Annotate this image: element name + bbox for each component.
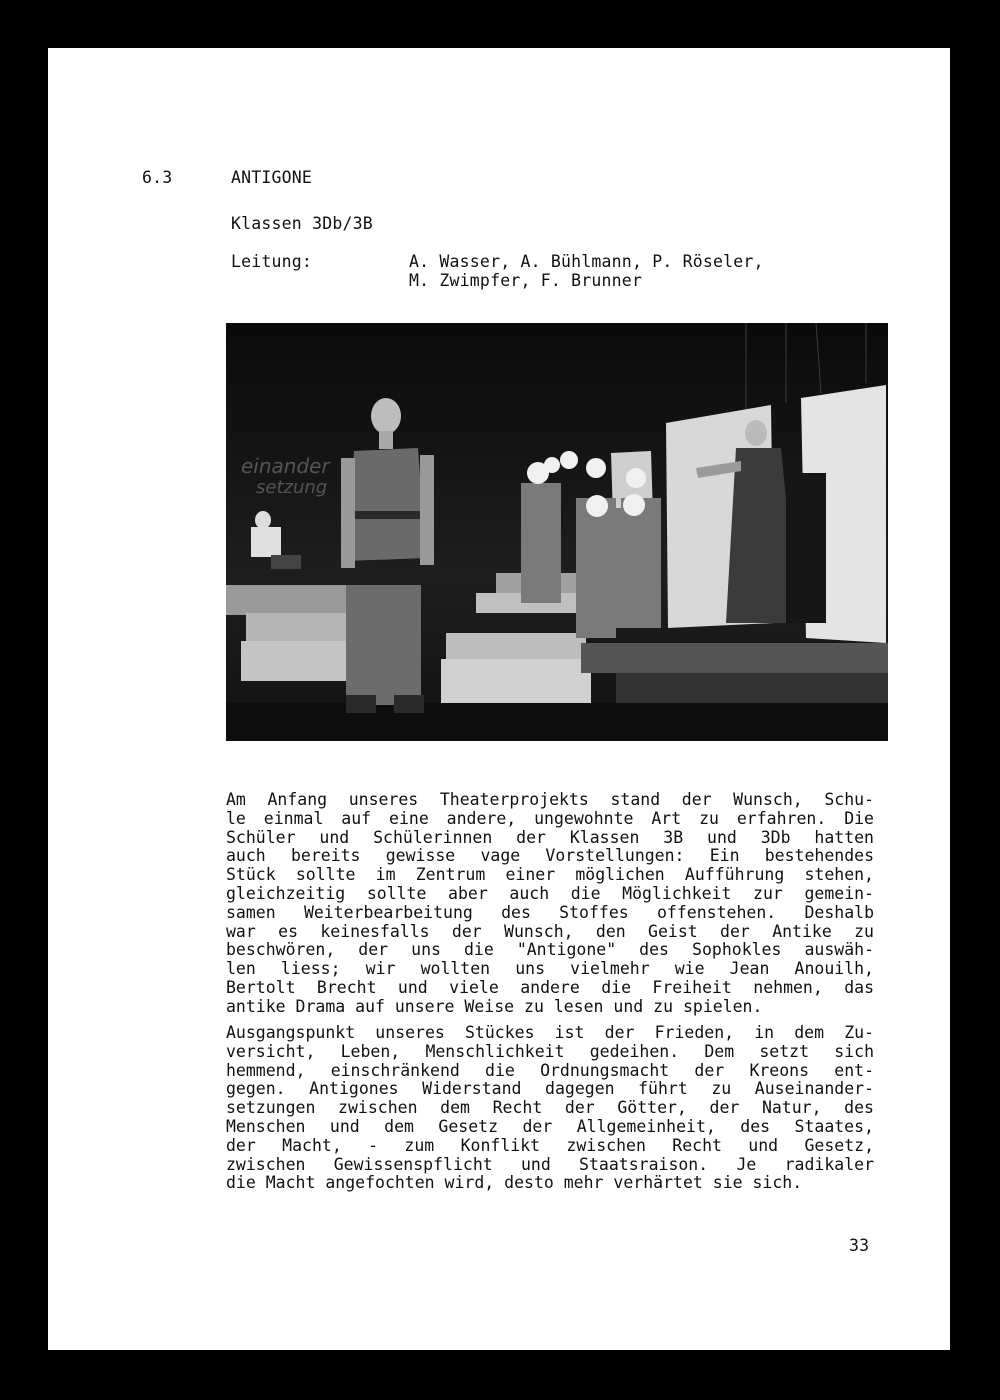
page-number: 33 — [849, 1236, 870, 1255]
document-page — [48, 48, 950, 1350]
paragraph-line: Bertolt Brecht und viele andere die Freiheit nehmen, das — [226, 977, 874, 997]
paragraph-line: Menschen und dem Gesetz der Allgemeinheit, des Staates, — [226, 1116, 874, 1136]
paragraph-line: setzungen zwischen dem Recht der Götter, der Natur, des — [226, 1098, 874, 1118]
paragraph-line: war es keinesfalls der Wunsch, den Geist der Antike zu — [226, 921, 874, 941]
leitung-label: Leitung: — [231, 252, 313, 271]
paragraph-line: samen Weiterbearbeitung des Stoffes offenstehen. Deshalb — [226, 902, 874, 922]
paragraph-line: Am Anfang unseres Theaterprojekts stand der Wunsch, Schu- — [226, 790, 874, 809]
paragraph-line: hemmend, einschränkend die Ordnungsmacht der Kreons ent- — [226, 1060, 874, 1080]
section-number: 6.3 — [142, 168, 173, 187]
paragraph-line: le einmal auf eine andere, ungewohnte Art zu erfahren. Die — [226, 808, 874, 828]
leitung-names-line2: M. Zwimpfer, F. Brunner — [409, 271, 643, 290]
leitung-names-line1: A. Wasser, A. Bühlmann, P. Röseler, — [409, 252, 764, 271]
paragraph-line: gleichzeitig sollte aber auch die Möglichkeit zur gemein- — [226, 883, 874, 903]
backdrop-text-line2: setzung — [256, 477, 328, 498]
paragraph-line: gegen. Antigones Widerstand dagegen führt zu Auseinander- — [226, 1079, 874, 1099]
classes-line: Klassen 3Db/3B — [231, 214, 373, 233]
paragraph-line: beschwören, der uns die "Antigone" des Sophokles auswäh- — [226, 940, 874, 960]
backdrop-text-line1: einander — [241, 454, 330, 478]
section-title: ANTIGONE — [231, 168, 313, 187]
paragraph-line: auch bereits gewisse vage Vorstellungen: Ein bestehendes — [226, 846, 874, 866]
paragraph-line: der Macht, - zum Konflikt zwischen Recht und Gesetz, — [226, 1135, 874, 1155]
paragraph-1 — [226, 791, 874, 1017]
paragraph-line: die Macht angefochten wird, desto mehr verhärtet sie sich. — [226, 1173, 803, 1193]
paragraph-line: zwischen Gewissenspflicht und Staatsraison. Je radikaler — [226, 1154, 874, 1174]
paragraph-line: Stück sollte im Zentrum einer möglichen Aufführung stehen, — [226, 865, 874, 885]
paragraph-line: versicht, Leben, Menschlichkeit gedeihen. Dem setzt sich — [226, 1041, 874, 1061]
stage-photo — [226, 323, 888, 741]
paragraph-line: antike Drama auf unsere Weise zu lesen und zu spielen. — [226, 996, 763, 1016]
paragraph-line: len liess; wir wollten uns vielmehr wie Jean Anouilh, — [226, 959, 874, 979]
paragraph-line: Ausgangspunkt unseres Stückes ist der Frieden, in dem Zu- — [226, 1023, 874, 1042]
paragraph-2 — [226, 1024, 874, 1193]
paragraph-line: Schüler und Schülerinnen der Klassen 3B und 3Db hatten — [226, 827, 874, 847]
